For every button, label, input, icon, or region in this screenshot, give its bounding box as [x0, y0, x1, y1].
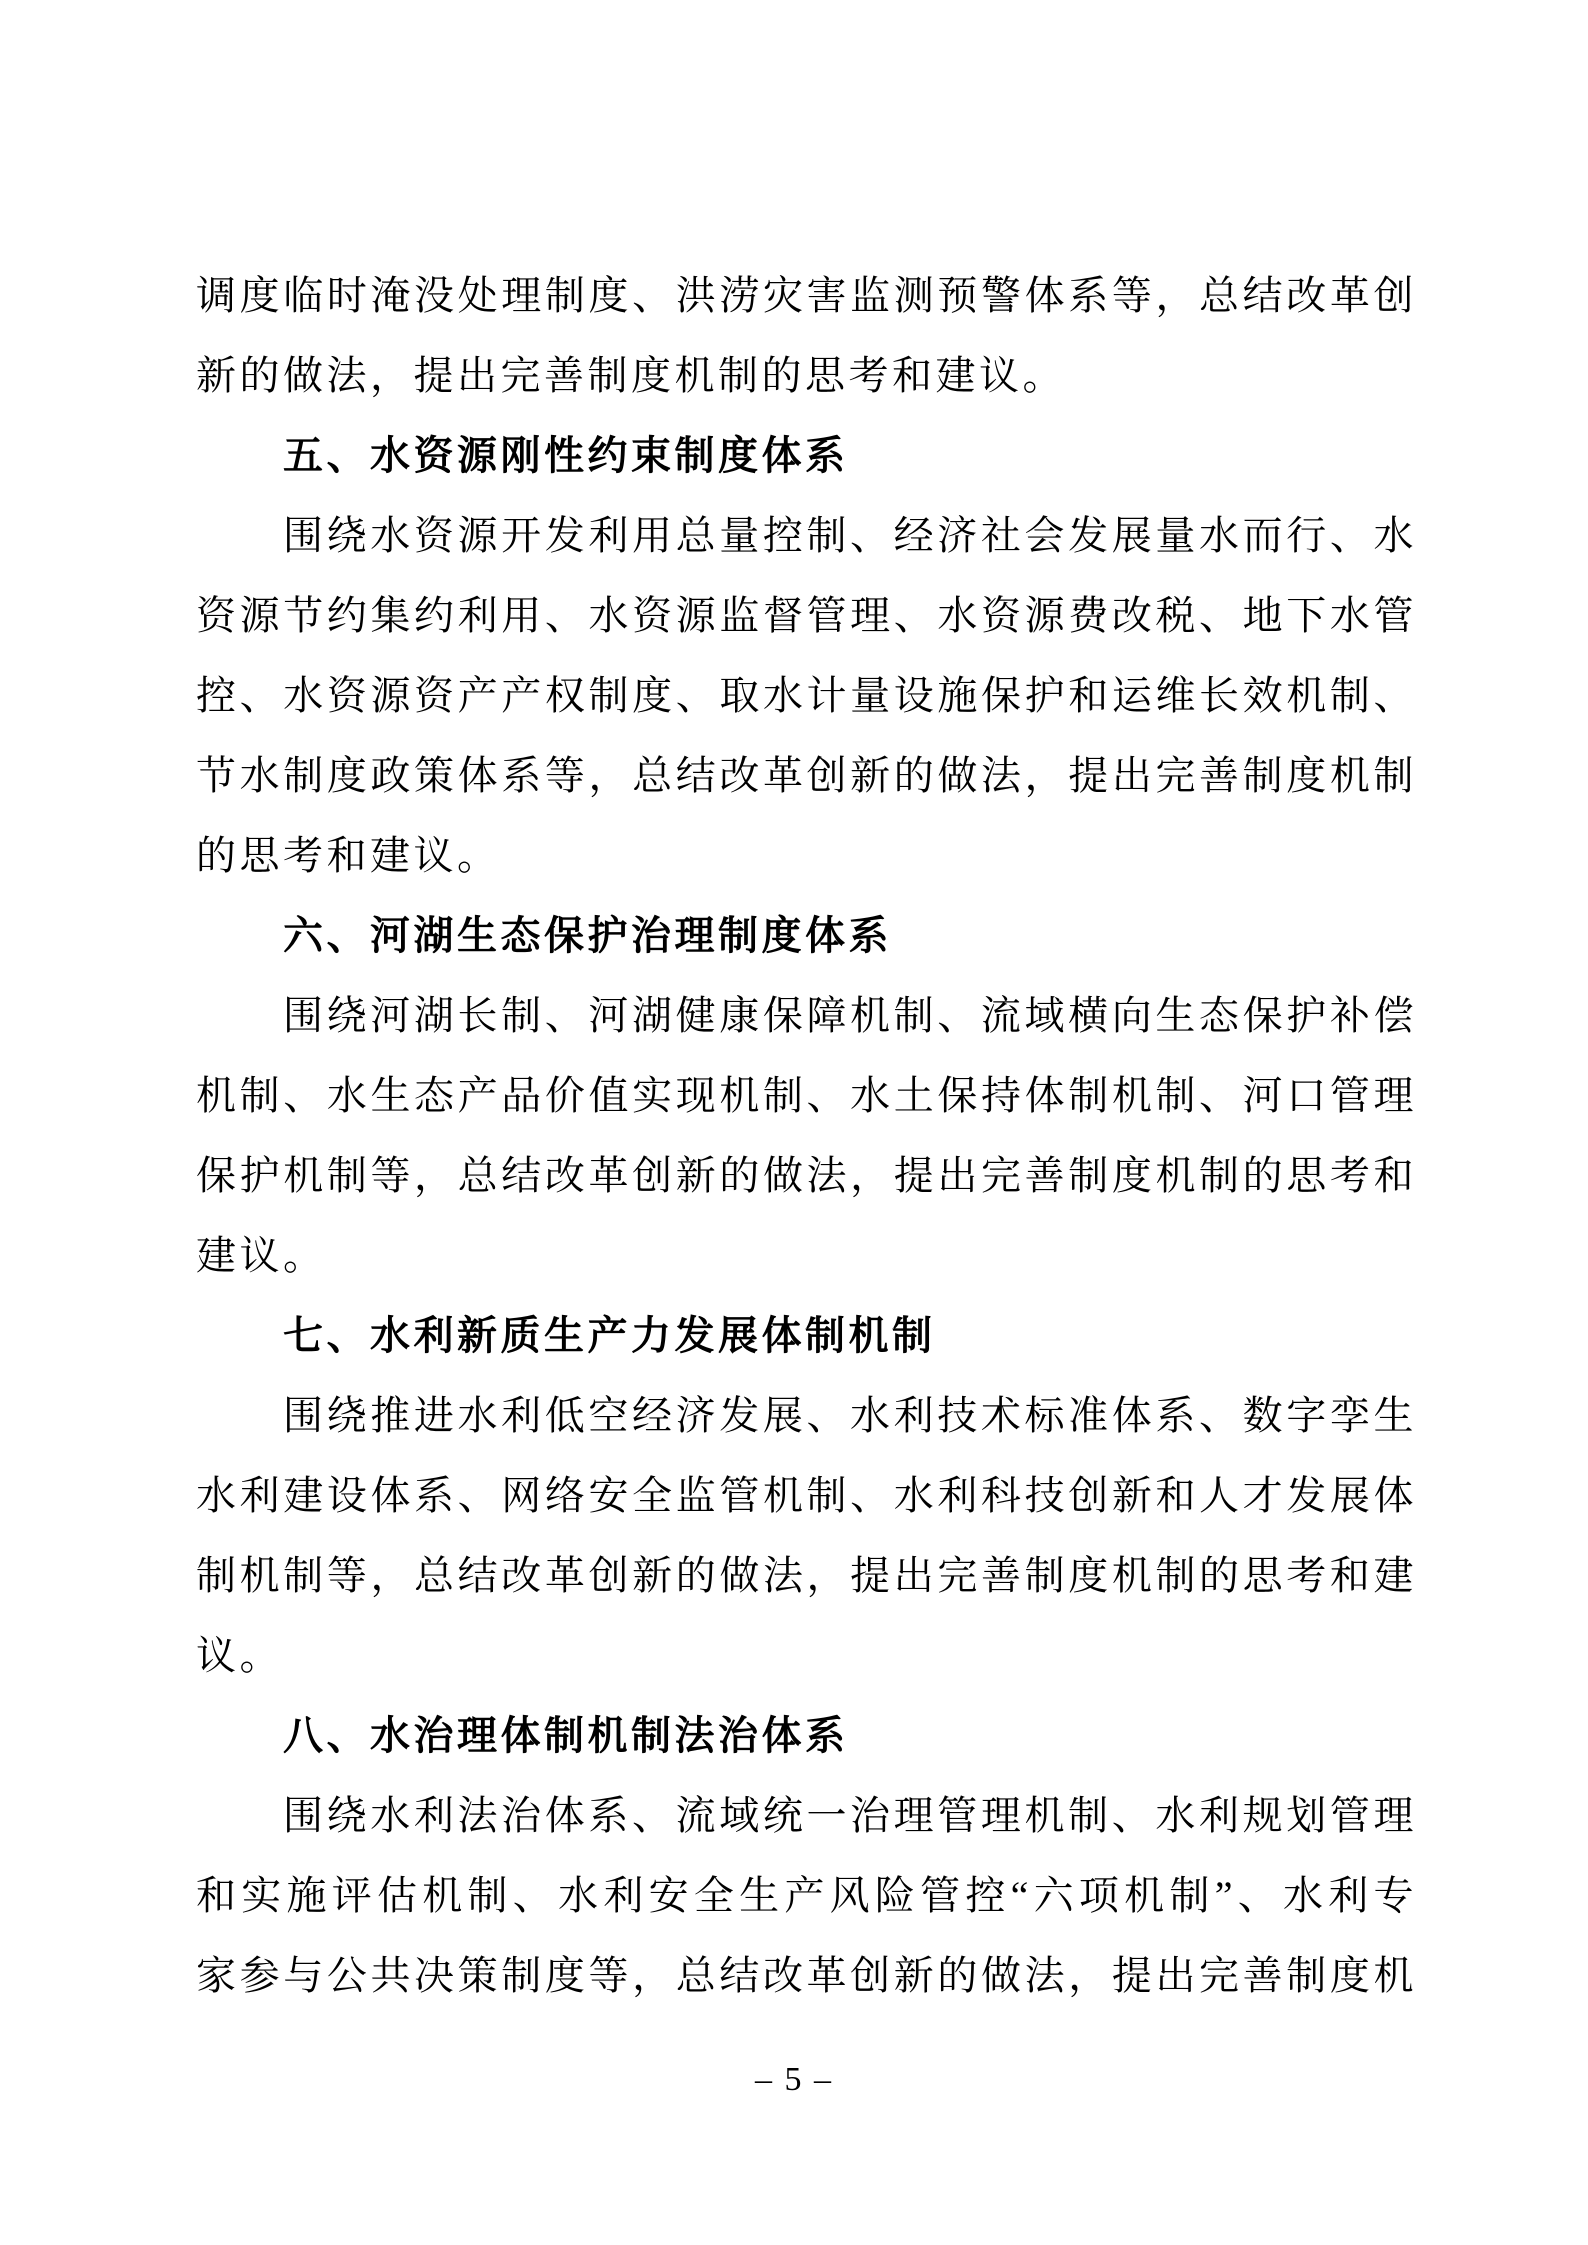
paragraph-line: 机制、水生态产品价值实现机制、水土保持体制机制、河口管理 [196, 1073, 1417, 1118]
paragraph-line: 节水制度政策体系等，总结改革创新的做法，提出完善制度机制 [196, 753, 1417, 798]
paragraph-line: 水利建设体系、网络安全监管机制、水利科技创新和人才发展体 [196, 1473, 1417, 1518]
paragraph-line: 家参与公共决策制度等，总结改革创新的做法，提出完善制度机 [196, 1953, 1417, 1998]
section-heading-seven: 七、水利新质生产力发展体制机制 [283, 1314, 936, 1358]
paragraph-line: 调度临时淹没处理制度、洪涝灾害监测预警体系等，总结改革创 [196, 273, 1417, 318]
paragraph-line: 制机制等，总结改革创新的做法，提出完善制度机制的思考和建 [196, 1553, 1417, 1598]
paragraph-line: 围绕水资源开发利用总量控制、经济社会发展量水而行、水 [283, 513, 1417, 558]
section-heading-five: 五、水资源刚性约束制度体系 [283, 434, 849, 478]
paragraph-line: 保护机制等，总结改革创新的做法，提出完善制度机制的思考和 [196, 1153, 1417, 1198]
paragraph-line: 资源节约集约利用、水资源监督管理、水资源费改税、地下水管 [196, 593, 1417, 638]
paragraph-line: 围绕推进水利低空经济发展、水利技术标准体系、数字孪生 [283, 1393, 1417, 1438]
section-heading-eight: 八、水治理体制机制法治体系 [283, 1714, 849, 1758]
section-heading-six: 六、河湖生态保护治理制度体系 [283, 914, 892, 958]
document-body [196, 256, 1417, 2016]
paragraph-line: 控、水资源资产产权制度、取水计量设施保护和运维长效机制、 [196, 673, 1417, 718]
paragraph-line: 围绕水利法治体系、流域统一治理管理机制、水利规划管理 [283, 1793, 1417, 1838]
paragraph-line: 和实施评估机制、水利安全生产风险管控“六项机制”、水利专 [196, 1873, 1417, 1918]
page-number: – 5 – [755, 2061, 833, 2098]
paragraph-line: 新的做法，提出完善制度机制的思考和建议。 [196, 353, 1066, 398]
paragraph-line: 议。 [196, 1633, 283, 1678]
paragraph-line: 的思考和建议。 [196, 833, 501, 878]
paragraph-line: 建议。 [196, 1233, 327, 1278]
paragraph-line: 围绕河湖长制、河湖健康保障机制、流域横向生态保护补偿 [283, 993, 1417, 1038]
